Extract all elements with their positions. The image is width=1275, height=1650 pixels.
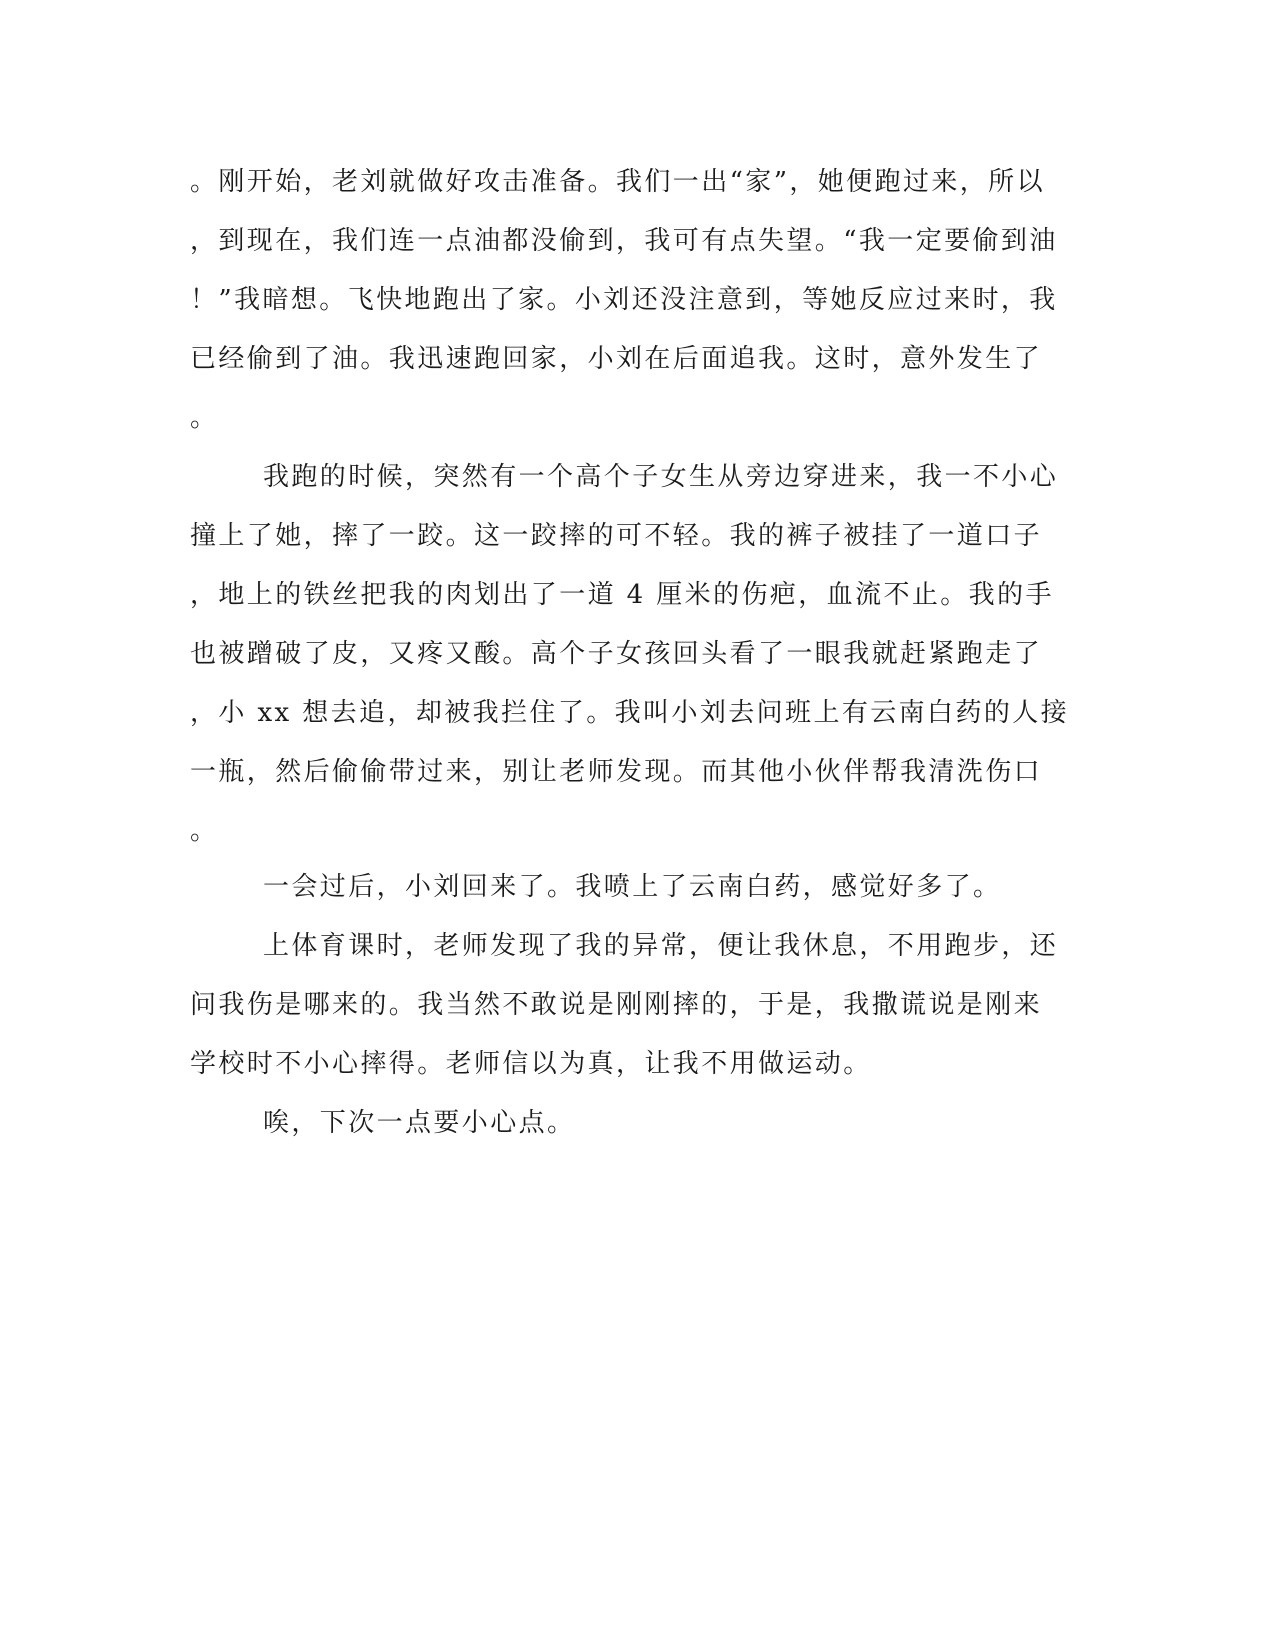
text-line: 撞上了她，摔了一跤。这一跤摔的可不轻。我的裤子被挂了一道口子	[190, 521, 1043, 551]
text-line: ，小 xx 想去追，却被我拦住了。我叫小刘去问班上有云南白药的人接	[190, 698, 1070, 728]
text-line: ，地上的铁丝把我的肉划出了一道 4 厘米的伤疤，血流不止。我的手	[190, 580, 1054, 610]
paragraph-first-line: 唉，下次一点要小心点。	[263, 1108, 576, 1138]
paragraph-first-line: 一会过后，小刘回来了。我喷上了云南白药，感觉好多了。	[263, 872, 1002, 902]
text-line: ！”我暗想。飞快地跑出了家。小刘还没注意到，等她反应过来时，我	[190, 285, 1058, 315]
text-line: 一瓶，然后偷偷带过来，别让老师发现。而其他小伙伴帮我清洗伤口	[190, 757, 1043, 787]
paragraph-first-line: 我跑的时候，突然有一个高个子女生从旁边穿进来，我一不小心	[263, 462, 1059, 492]
text-line: 也被蹭破了皮，又疼又酸。高个子女孩回头看了一眼我就赶紧跑走了	[190, 639, 1043, 669]
text-line: ，到现在，我们连一点油都没偷到，我可有点失望。“我一定要偷到油	[190, 226, 1058, 256]
text-line: 。	[190, 403, 219, 433]
paragraph-first-line: 上体育课时，老师发现了我的异常，便让我休息，不用跑步，还	[263, 931, 1059, 961]
text-line: 学校时不小心摔得。老师信以为真，让我不用做运动。	[190, 1049, 872, 1079]
text-line: 。刚开始，老刘就做好攻击准备。我们一出“家”，她便跑过来，所以	[190, 167, 1045, 197]
text-line: 问我伤是哪来的。我当然不敢说是刚刚摔的，于是，我撒谎说是刚来	[190, 990, 1043, 1020]
text-line: 已经偷到了油。我迅速跑回家，小刘在后面追我。这时，意外发生了	[190, 344, 1043, 374]
text-line: 。	[190, 816, 219, 846]
